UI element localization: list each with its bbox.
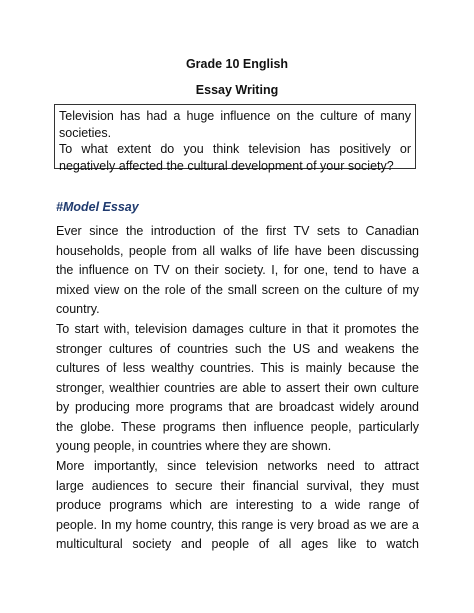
- paragraph-line: people. In my home country, this range is very broad as we are a: [56, 517, 419, 532]
- essay-paragraph-1: [56, 222, 419, 320]
- document-subtitle: Essay Writing: [195, 83, 279, 97]
- essay-prompt-box: [54, 104, 416, 173]
- paragraph-line: households, people from all walks of life have been discussing: [56, 243, 419, 258]
- paragraph-line: young people, in countries where they are shown.: [56, 439, 332, 453]
- paragraph-line: To start with, television damages culture in that it promotes the: [56, 322, 419, 336]
- paragraph-line: by producing more programs that are broadcast widely around: [56, 400, 419, 414]
- paragraph-line: the globe. These programs then influence people, particularly: [56, 419, 419, 434]
- paragraph-line: country.: [56, 302, 100, 316]
- essay-paragraph-3: [56, 457, 419, 555]
- essay-paragraph-2: [56, 320, 419, 457]
- prompt-line: societies.: [59, 125, 112, 140]
- paragraph-line: More importantly, since television networks need to attract: [56, 459, 419, 473]
- paragraph-line: produce programs which are interesting to a wide range of: [56, 498, 419, 512]
- paragraph-line: Ever since the introduction of the first TV sets to Canadian: [56, 224, 419, 238]
- paragraph-line: large audiences to secure their financial survival, they must: [56, 478, 419, 493]
- paragraph-line: cultures of less wealthy countries. This is mainly because the: [56, 361, 419, 375]
- paragraph-line: stronger cultures of countries such the US and weakens the: [56, 341, 419, 356]
- paragraph-line: stronger, wealthier countries are able to assert their own culture: [56, 380, 419, 395]
- prompt-line: To what extent do you think television has positively or: [59, 142, 411, 156]
- paragraph-line: the influence on TV on their society. I, for one, tend to have a: [56, 263, 419, 277]
- document-title: Grade 10 English: [185, 57, 289, 71]
- prompt-line: Television has had a huge influence on the culture of many: [59, 109, 411, 123]
- paragraph-line: mixed view on the role of the small screen on the culture of my: [56, 282, 419, 297]
- section-heading: #Model Essay: [56, 200, 139, 214]
- prompt-line: negatively affected the cultural development of your society?: [59, 158, 394, 173]
- paragraph-line: multicultural society and people of all ages like to watch: [56, 537, 419, 551]
